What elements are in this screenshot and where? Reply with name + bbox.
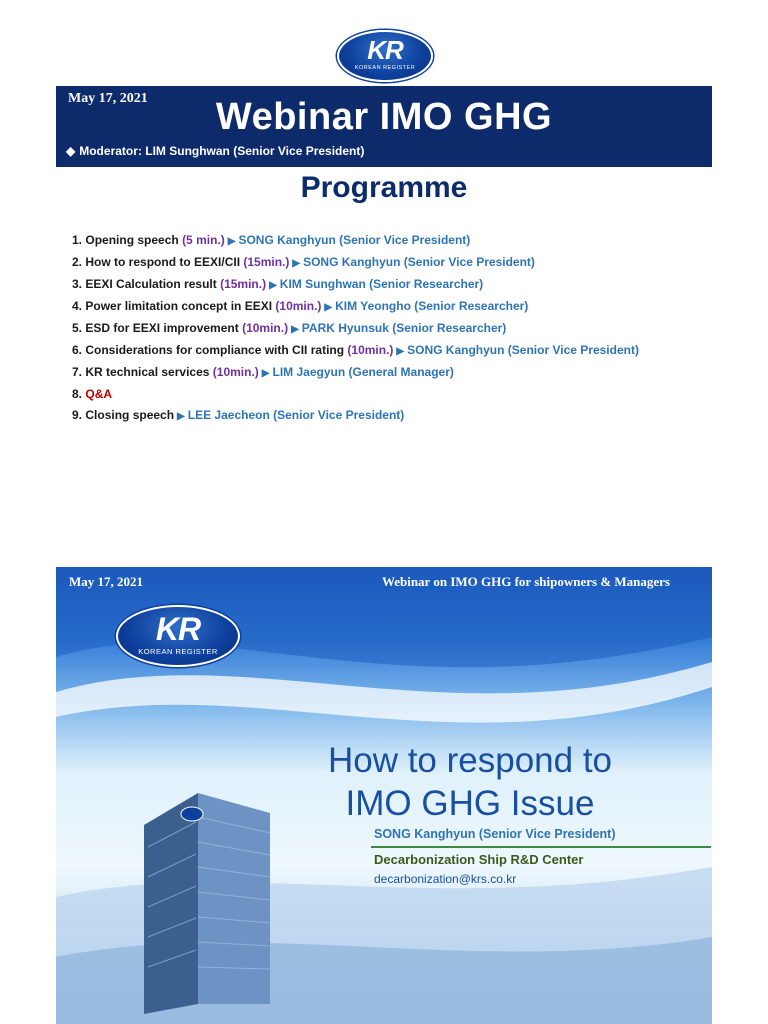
building-kr-badge <box>181 807 203 821</box>
presentation-title <box>270 739 670 825</box>
arrow-right-icon: ▶ <box>324 302 333 313</box>
agenda-topic: ESD for EEXI improvement <box>85 321 239 335</box>
presentation-title-line1: How to respond to <box>327 741 613 780</box>
agenda-item <box>72 252 639 274</box>
agenda-topic: Considerations for compliance with CII rating <box>85 343 345 357</box>
agenda-duration: (10min.) <box>347 343 394 357</box>
diamond-bullet-icon: ◆ <box>66 144 76 158</box>
agenda-speaker: SONG Kanghyun (Senior Vice President) <box>303 255 535 269</box>
programme-heading: Programme <box>300 171 468 204</box>
kr-logo-top <box>337 30 433 82</box>
webinar-title: Webinar IMO GHG <box>215 96 553 138</box>
agenda-number: 1. <box>72 233 83 247</box>
agenda-duration: (10min.) <box>242 321 289 335</box>
agenda-number: 9. <box>72 408 83 422</box>
agenda-speaker: KIM Sunghwan (Senior Researcher) <box>279 277 484 291</box>
agenda-speaker: PARK Hyunsuk (Senior Researcher) <box>301 321 507 335</box>
agenda-duration: (10min.) <box>212 365 259 379</box>
speaker-name: SONG Kanghyun (Senior Vice President) <box>374 827 616 841</box>
agenda-number: 6. <box>72 343 83 357</box>
agenda-topic: Q&A <box>85 387 113 401</box>
agenda-speaker: LEE Jaecheon (Senior Vice President) <box>187 408 405 422</box>
agenda-duration: (10min.) <box>275 299 322 313</box>
arrow-right-icon: ▶ <box>177 411 185 422</box>
title-slide <box>56 567 712 1024</box>
speaker-email: decarbonization@krs.co.kr <box>374 872 517 886</box>
slide2-header: Webinar on IMO GHG for shipowners & Managers <box>381 574 670 589</box>
agenda-speaker: SONG Kanghyun (Senior Vice President) <box>238 233 471 247</box>
arrow-right-icon: ▶ <box>292 258 301 269</box>
agenda-item <box>72 274 639 296</box>
presentation-title-line2: IMO GHG Issue <box>345 784 595 823</box>
wave-white-ribbon <box>56 662 712 723</box>
moderator-line <box>66 144 364 158</box>
agenda-list <box>72 230 639 427</box>
agenda-item <box>72 296 639 318</box>
agenda-topic: Closing speech <box>85 408 175 422</box>
title-banner <box>56 86 712 167</box>
agenda-item <box>72 230 639 252</box>
agenda-speaker: SONG Kanghyun (Senior Vice President) <box>407 343 639 357</box>
kr-logo-subtitle: KOREAN REGISTER <box>354 65 416 71</box>
agenda-number: 2. <box>72 255 83 269</box>
agenda-number: 3. <box>72 277 83 291</box>
agenda-topic: How to respond to EEXI/CII <box>85 255 241 269</box>
agenda-number: 7. <box>72 365 83 379</box>
divider <box>371 846 711 848</box>
agenda-item <box>72 405 639 427</box>
banner-date: May 17, 2021 <box>68 91 148 106</box>
agenda-number: 5. <box>72 321 83 335</box>
kr-logo-letters: KR <box>155 611 201 647</box>
agenda-item <box>72 362 639 384</box>
agenda-item <box>72 318 639 340</box>
arrow-right-icon: ▶ <box>261 368 270 379</box>
moderator-text: Moderator: LIM Sunghwan (Senior Vice President) <box>79 144 365 158</box>
kr-logo-letters: KR <box>367 35 403 65</box>
building-left-face <box>144 793 198 1014</box>
agenda-number: 4. <box>72 299 83 313</box>
agenda-item <box>72 340 639 362</box>
speaker-department: Decarbonization Ship R&D Center <box>374 852 584 867</box>
slide2-date: May 17, 2021 <box>69 574 144 589</box>
agenda-item <box>72 384 639 405</box>
agenda-speaker: KIM Yeongho (Senior Researcher) <box>335 299 529 313</box>
agenda-duration: (15min.) <box>243 255 290 269</box>
agenda-speaker: LIM Jaegyun (General Manager) <box>272 365 454 379</box>
arrow-right-icon: ▶ <box>396 346 405 357</box>
arrow-right-icon: ▶ <box>227 236 236 247</box>
agenda-topic: Power limitation concept in EEXI <box>85 299 273 313</box>
agenda-topic: KR technical services <box>85 365 210 379</box>
kr-logo-subtitle: KOREAN REGISTER <box>138 647 218 656</box>
agenda-topic: EEXI Calculation result <box>85 277 217 291</box>
agenda-duration: (15min.) <box>220 277 267 291</box>
arrow-right-icon: ▶ <box>291 324 299 335</box>
agenda-duration: (5 min.) <box>182 233 225 247</box>
kr-logo-slide2 <box>116 605 240 667</box>
arrow-right-icon: ▶ <box>269 280 277 291</box>
agenda-number: 8. <box>72 387 83 401</box>
kr-building-icon <box>144 793 270 1014</box>
agenda-topic: Opening speech <box>85 233 179 247</box>
